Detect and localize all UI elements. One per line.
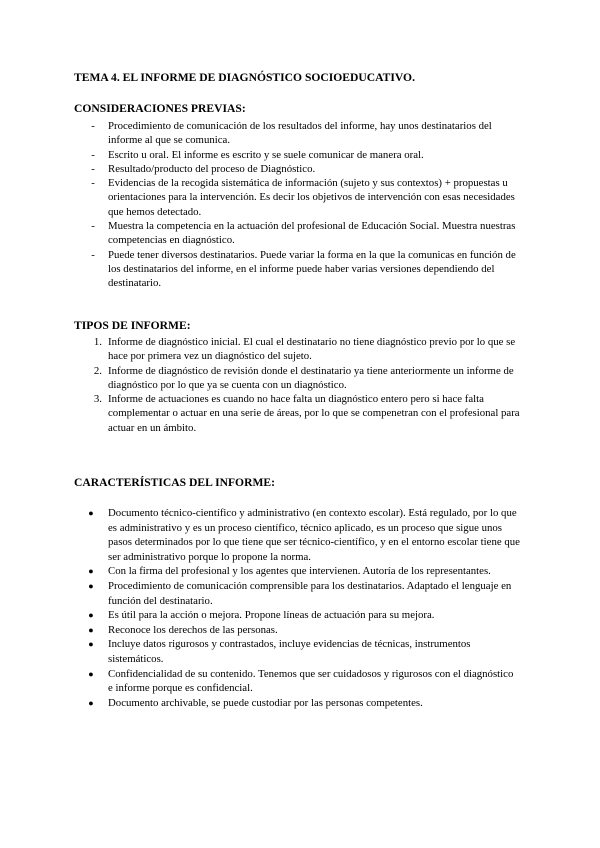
list-item-text: Documento técnico-científico y administrativo (en contexto escolar). Está regulado, por lo que es administrativo y es un proceso científico, técnico aplicado, es un proceso que sigue unos pasos determinados por lo que tiene que ser técnico-científico, y en el entorno escolar tiene que ser administrativo porque lo propone la norma. — [108, 507, 520, 563]
list-item-text: Informe de diagnóstico inicial. El cual el destinatario no tiene diagnóstico previo por lo que se hace por primera vez un diagnóstico del sujeto. — [108, 336, 516, 363]
list-item-text: Con la firma del profesional y los agentes que intervienen. Autoría de los representantes. — [108, 565, 491, 578]
section-heading-tipos: TIPOS DE INFORME: — [74, 319, 191, 332]
list-marker: - — [91, 162, 95, 175]
list-marker: - — [91, 248, 95, 261]
list-item-text: Escrito u oral. El informe es escrito y se suele comunicar de manera oral. — [108, 148, 424, 161]
bullet-icon: ● — [88, 580, 94, 591]
list-item-text: Documento archivable, se puede custodiar por las personas competentes. — [108, 696, 423, 709]
bullet-icon: ● — [88, 566, 94, 577]
list-item — [0, 696, 520, 711]
list-item-text: Informe de diagnóstico de revisión donde el destinatario ya tiene anteriormente un informe de diagnóstico por lo que ya se cuenta con un diagnóstico. — [108, 364, 514, 391]
list-item — [0, 392, 520, 435]
list-consideraciones — [0, 119, 520, 291]
bullet-icon: ● — [88, 508, 94, 518]
bullet-icon: ● — [88, 668, 94, 679]
list-item-text: Informe de actuaciones es cuando no hace falta un diagnóstico entero pero si hace falta complementar o actuar en una serie de áreas, por lo que se compenetran con el profesional para actuar en un ámbito. — [108, 393, 520, 434]
list-item — [0, 579, 520, 608]
list-item-text: Puede tener diversos destinatarios. Puede variar la forma en la que la comunicas en función de los destinatarios del informe, en el informe puede haber varias versiones dependiendo del destinatario. — [108, 248, 516, 290]
bullet-icon: ● — [88, 639, 94, 650]
list-item — [0, 219, 520, 248]
list-item-text: Es útil para la acción o mejora. Propone líneas de actuación para su mejora. — [108, 609, 435, 622]
section-heading-caracteristicas: CARACTERÍSTICAS DEL INFORME: — [74, 476, 275, 489]
list-item-text: Procedimiento de comunicación comprensible para los destinatarios. Adaptado el lenguaje en función del destinatario. — [108, 579, 512, 607]
list-marker: - — [91, 177, 95, 190]
bullet-icon: ● — [88, 610, 94, 621]
list-marker: - — [91, 220, 95, 233]
list-item-text: Evidencias de la recogida sistemática de información (sujeto y sus contextos) + propuestas u orientaciones para la intervención. Es decir los objetivos de intervención con esas necesidades que hemos detectado. — [108, 177, 515, 218]
section-heading-consideraciones: CONSIDERACIONES PREVIAS: — [74, 102, 246, 115]
list-item-text: Confidencialidad de su contenido. Tenemos que ser cuidadosos y rigurosos con el diagnóstico e informe porque es confidencial. — [108, 667, 514, 695]
list-item-text: Incluye datos rigurosos y contrastados, incluye evidencias de técnicas, instrumentos sistemáticos. — [108, 638, 471, 665]
list-item — [0, 119, 520, 148]
list-item — [0, 364, 520, 393]
list-item-text: Procedimiento de comunicación de los resultados del informe, hay unos destinatarios del informe al que se comunica. — [108, 120, 492, 147]
bullet-icon: ● — [88, 697, 94, 708]
list-item — [0, 637, 520, 666]
list-item — [0, 506, 520, 564]
list-item — [0, 248, 520, 291]
list-number: 1. — [93, 336, 102, 348]
list-number: 3. — [93, 393, 102, 406]
list-tipos — [0, 335, 520, 435]
list-item — [0, 564, 520, 579]
list-item-text: Reconoce los derechos de las personas. — [108, 623, 278, 636]
bullet-icon: ● — [88, 624, 94, 635]
list-marker: - — [91, 148, 95, 161]
list-caracteristicas — [0, 506, 520, 710]
page-title: TEMA 4. EL INFORME DE DIAGNÓSTICO SOCIOEDUCATIVO. — [74, 71, 415, 84]
list-marker: - — [91, 120, 95, 132]
list-item — [0, 176, 520, 219]
list-item — [0, 148, 520, 162]
list-item — [0, 667, 520, 696]
list-item — [0, 623, 520, 638]
list-item — [0, 162, 520, 176]
list-item — [0, 335, 520, 364]
list-number: 2. — [93, 364, 102, 377]
list-item — [0, 608, 520, 623]
list-item-text: Resultado/producto del proceso de Diagnóstico. — [108, 162, 316, 175]
list-item-text: Muestra la competencia en la actuación del profesional de Educación Social. Muestra nuestras competencias en diagnóstico. — [108, 220, 516, 247]
